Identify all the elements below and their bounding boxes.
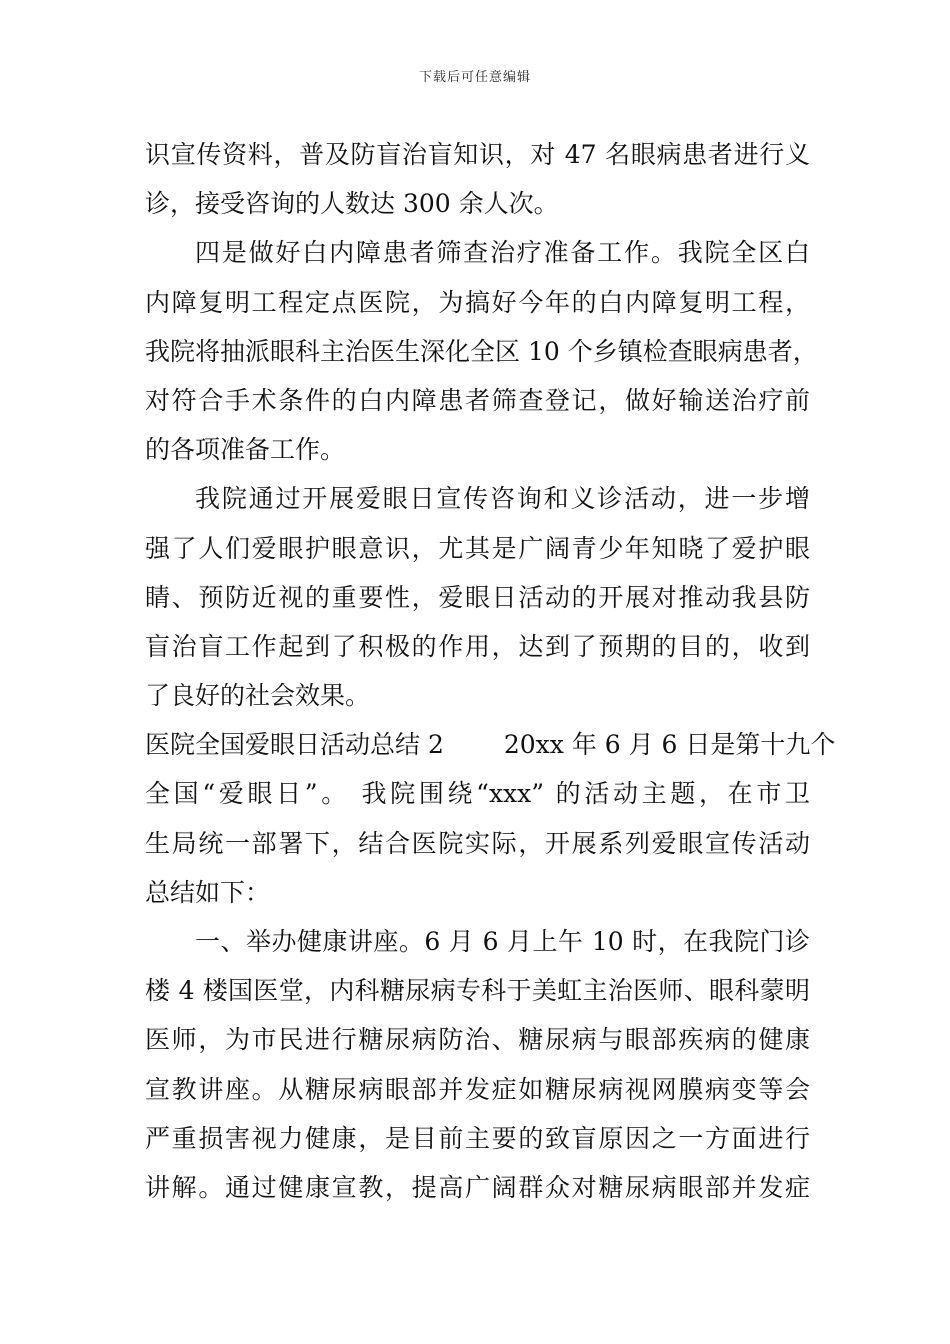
text-line: 四是做好白内障患者筛查治疗准备工作。我院全区白 [195,238,810,268]
document-body [145,130,836,1212]
text-line: 全国“爱眼日”。 我院围绕“xxx” 的活动主题，在市卫 [145,779,810,809]
text-line: 睛、预防近视的重要性，爱眼日活动的开展对推动我县防 [145,582,810,612]
text-line: 严重损害视力健康，是目前主要的致盲原因之一方面进行 [145,1123,810,1153]
text-line: 强了人们爱眼护眼意识，尤其是广阔青少年知晓了爱护眼 [145,533,810,563]
text-line: 我院通过开展爱眼日宣传咨询和义诊活动，进一步增 [195,484,810,514]
text-line: 盲治盲工作起到了积极的作用，达到了预期的目的，收到 [145,631,810,661]
text-line: 的各项准备工作。 [145,435,346,465]
text-line: 一、举办健康讲座。6 月 6 月上午 10 时，在我院门诊 [195,927,810,956]
text-line: 讲解。通过健康宣教，提高广阔群众对糖尿病眼部并发症 [145,1172,810,1202]
text-line: 诊，接受咨询的人数达 300 余人次。 [145,189,559,219]
text-segment: 20xx 年 6 月 6 日是第十九个 [503,730,836,760]
text-line: 楼 4 楼国医堂，内科糖尿病专科于美虹主治医师、眼科蒙明 [145,976,810,1006]
section-title-line [145,720,836,769]
text-line: 我院将抽派眼科主治医生深化全区 10 个乡镇检查眼病患者， [145,336,818,366]
text-line: 识宣传资料，普及防盲治盲知识，对 47 名眼病患者进行义 [145,140,810,169]
text-line: 内障复明工程定点医院，为搞好今年的白内障复明工程， [145,287,810,317]
text-line: 了良好的社会效果。 [145,681,371,711]
text-line: 总结如下： [145,877,271,907]
text-line: 生局统一部署下，结合医院实际，开展系列爱眼宣传活动 [145,828,810,858]
text-line: 宣教讲座。从糖尿病眼部并发症如糖尿病视网膜病变等会 [145,1074,810,1104]
text-line: 医师，为市民进行糖尿病防治、糖尿病与眼部疾病的健康 [145,1025,810,1055]
section-title: 医院全国爱眼日活动总结 2 [145,730,444,760]
text-line: 对符合手术条件的白内障患者筛查登记，做好输送治疗前 [145,385,810,415]
page-header-note: 下载后可任意编辑 [418,70,531,85]
